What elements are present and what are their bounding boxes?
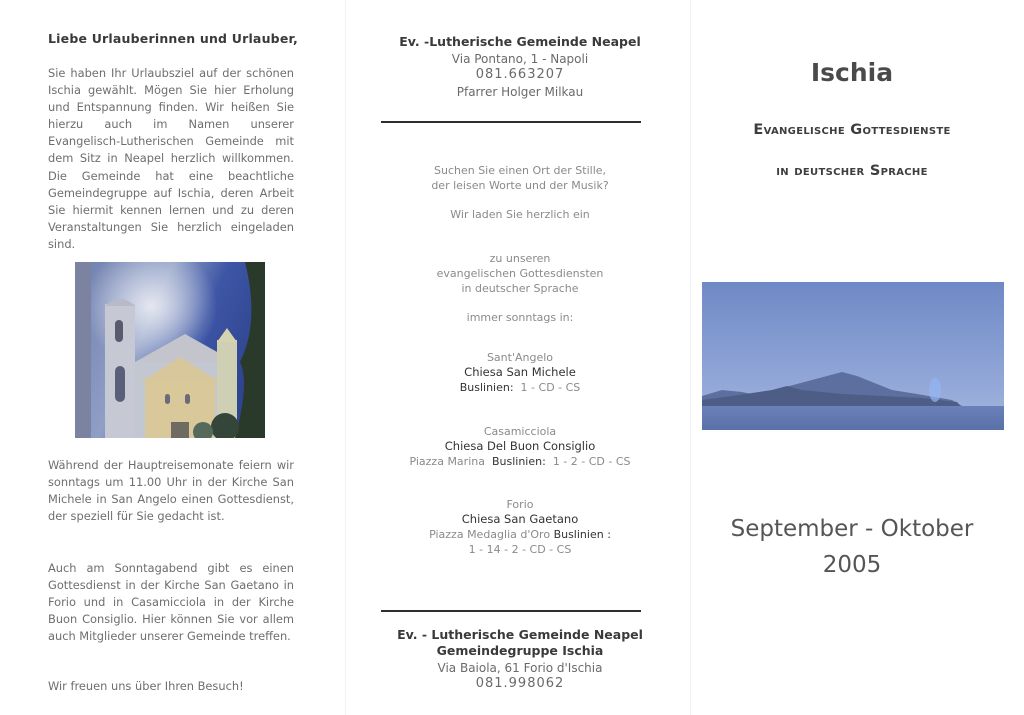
cover-subtitle-2: in deutscher Sprache — [776, 163, 928, 179]
location-bus — [380, 380, 660, 395]
footer-congregation-name: Ev. - Lutherische Gemeinde Neapel — [397, 627, 643, 642]
contact-footer — [380, 627, 660, 691]
invitation-line-2: evangelischen Gottesdiensten — [436, 267, 604, 280]
right-panel — [690, 0, 1024, 715]
intro-paragraph: Sie haben Ihr Urlaubsziel auf der schönen Ischia gewählt. Mögen Sie hier Erholung und Entspannung finden. Wir heißen Sie hierzu auch im Namen unserer Evangelisch-Lutherischen Gemeinde mit dem Sitz in Neapel herzlich willkommen. Die Gemeinde hat eine beachtliche Gemeindegruppe auf Ischia, deren Arbeit Sie hiermit kennen lernen und zu deren Veranstaltungen Sie herzlich eingeladen sind. — [48, 66, 294, 251]
location-place: Casamicciola — [483, 425, 557, 438]
pastor-name: Pfarrer Holger Milkau — [456, 85, 584, 99]
invitation-question-2: der leisen Worte und der Musik? — [431, 179, 609, 192]
invitation-block — [380, 163, 660, 325]
invitation-text: Wir laden Sie herzlich ein — [450, 208, 590, 221]
location-church: Chiesa San Gaetano — [461, 512, 579, 526]
location-bus — [380, 527, 660, 542]
cover-subtitle-1: Evangelische Gottesdienste — [753, 122, 951, 138]
location-street: Piazza Marina — [409, 455, 485, 468]
cover-title: Ischia — [810, 58, 894, 87]
invitation-line-1: zu unseren — [489, 252, 551, 265]
bus-lines: 1 - 14 - 2 - CD - CS — [468, 543, 572, 556]
footer-phone: 081.998062 — [475, 676, 565, 691]
footer-address: Via Baiola, 61 Forio d'Ischia — [437, 661, 603, 675]
evening-service-paragraph: Auch am Sonntagabend gibt es einen Gottesdienst in der Kirche San Gaetano in Forio und in Casamicciola in der Kirche Buon Consiglio. Hier können Sie vor allem auch Mitglieder unserer Gemeinde treffen. — [48, 561, 294, 644]
bus-lines: 1 - 2 - CD - CS — [552, 455, 631, 468]
island-photo — [702, 282, 1004, 430]
church-illustration — [75, 262, 265, 438]
bus-label: Buslinien: — [491, 455, 546, 468]
church-photo — [75, 262, 265, 438]
closing-line: Wir freuen uns über Ihren Besuch! — [48, 679, 244, 693]
location-place: Sant'Angelo — [486, 351, 554, 364]
date-range: September - Oktober — [730, 516, 974, 542]
island-illustration — [702, 282, 1004, 430]
location-santangelo — [380, 350, 660, 395]
location-church: Chiesa Del Buon Consiglio — [444, 439, 596, 453]
footer-group-name: Gemeindegruppe Ischia — [436, 643, 604, 658]
congregation-phone: 081.663207 — [475, 67, 565, 82]
bus-label: Buslinien: — [459, 381, 514, 394]
divider-top — [381, 121, 641, 123]
location-forio — [380, 497, 660, 557]
date-year: 2005 — [822, 552, 882, 578]
location-street: Piazza Medaglia d'Oro — [429, 528, 551, 541]
invitation-line-3: in deutscher Sprache — [461, 282, 579, 295]
congregation-address: Via Pontano, 1 - Napoli — [451, 52, 589, 66]
contact-header — [380, 34, 660, 100]
middle-panel — [345, 0, 690, 715]
left-panel — [0, 0, 345, 715]
congregation-name: Ev. -Lutherische Gemeinde Neapel — [399, 34, 641, 49]
location-casamicciola — [380, 424, 660, 469]
location-place: Forio — [506, 498, 534, 511]
greeting-heading: Liebe Urlauberinnen und Urlauber, — [48, 31, 298, 46]
service-info-paragraph: Während der Hauptreisemonate feiern wir sonntags um 11.00 Uhr in der Kirche San Michele in San Angelo einen Gottesdienst, der speziell für Sie gedacht ist. — [48, 458, 294, 524]
invitation-line-4: immer sonntags in: — [466, 311, 574, 324]
location-church: Chiesa San Michele — [464, 365, 576, 379]
location-bus — [380, 454, 660, 469]
divider-bottom — [381, 610, 641, 612]
bus-lines: 1 - CD - CS — [520, 381, 581, 394]
bus-label: Buslinien : — [553, 528, 611, 541]
invitation-question-1: Suchen Sie einen Ort der Stille, — [433, 164, 607, 177]
